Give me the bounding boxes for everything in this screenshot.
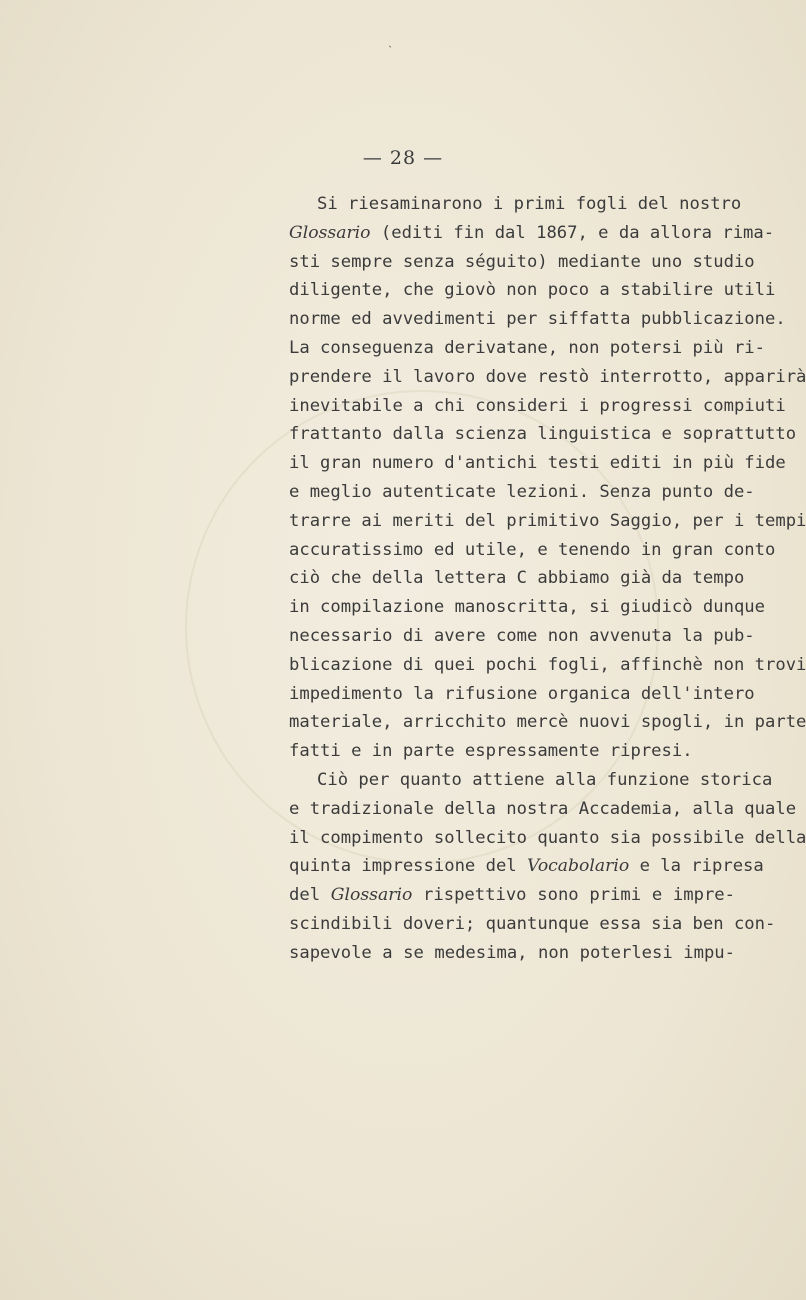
text-line: Si riesaminarono i primi fogli del nostro <box>317 194 742 214</box>
italic-word: Glossario <box>289 222 371 243</box>
text-segment: del <box>289 885 331 906</box>
text-line: inevitabile a chi consideri i progressi compiuti <box>289 395 786 416</box>
text-line <box>289 881 735 910</box>
text-line <box>289 219 775 248</box>
text-line: impedimento la rifusione organica dell'intero <box>289 683 755 704</box>
italic-word: Glossario <box>330 885 413 906</box>
text-line: il gran numero d'antichi testi editi in più fide <box>289 453 786 474</box>
text-line: sti sempre senza séguito) mediante uno studio <box>289 251 755 272</box>
text-segment: quinta impressione del <box>289 856 527 877</box>
text-line: sapevole a se medesima, non poterlesi impu- <box>289 942 735 963</box>
text-line: necessario di avere come non avvenuta la pub- <box>289 625 755 646</box>
text-line: diligente, che giovò non poco a stabilire utili <box>289 280 776 301</box>
text-line: ciò che della lettera C abbiamo già da tempo <box>289 568 745 589</box>
text-line: La conseguenza derivatane, non potersi più ri- <box>289 337 765 358</box>
text-line: il compimento sollecito quanto sia possibile della <box>289 827 806 848</box>
text-line: e meglio autenticate lezioni. Senza punto de- <box>289 481 755 502</box>
italic-word: Vocabolario <box>527 856 630 877</box>
page-number: — 28 — <box>362 147 444 169</box>
text-segment: (editi fin dal 1867, e da allora rima- <box>370 222 775 243</box>
text-segment: rispettivo sono primi e impre- <box>412 885 735 906</box>
text-line: scindibili doveri; quantunque essa sia ben con- <box>289 913 776 934</box>
text-line: prendere il lavoro dove restò interrotto, apparirà <box>289 366 806 387</box>
ink-speck: ˴ <box>388 38 392 52</box>
text-line: frattanto dalla scienza linguistica e soprattutto <box>289 424 797 445</box>
text-line: materiale, arricchito mercè nuovi spogli, in parte <box>289 712 806 733</box>
text-line: blicazione di quei pochi fogli, affinchè non trovi <box>289 654 806 675</box>
text-line <box>289 852 764 881</box>
text-line: trarre ai meriti del primitivo Saggio, per i tempi <box>289 510 806 531</box>
text-segment: e la ripresa <box>629 856 764 877</box>
body-text <box>289 190 806 968</box>
text-line: Ciò per quanto attiene alla funzione storica <box>317 769 773 790</box>
text-line: e tradizionale della nostra Accademia, alla quale <box>289 798 797 819</box>
text-line: accuratissimo ed utile, e tenendo in gran conto <box>289 539 776 560</box>
text-line: norme ed avvedimenti per siffatta pubblicazione. <box>289 309 786 330</box>
text-line: fatti e in parte espressamente ripresi. <box>289 741 693 762</box>
text-line: in compilazione manoscritta, si giudicò dunque <box>289 597 765 618</box>
